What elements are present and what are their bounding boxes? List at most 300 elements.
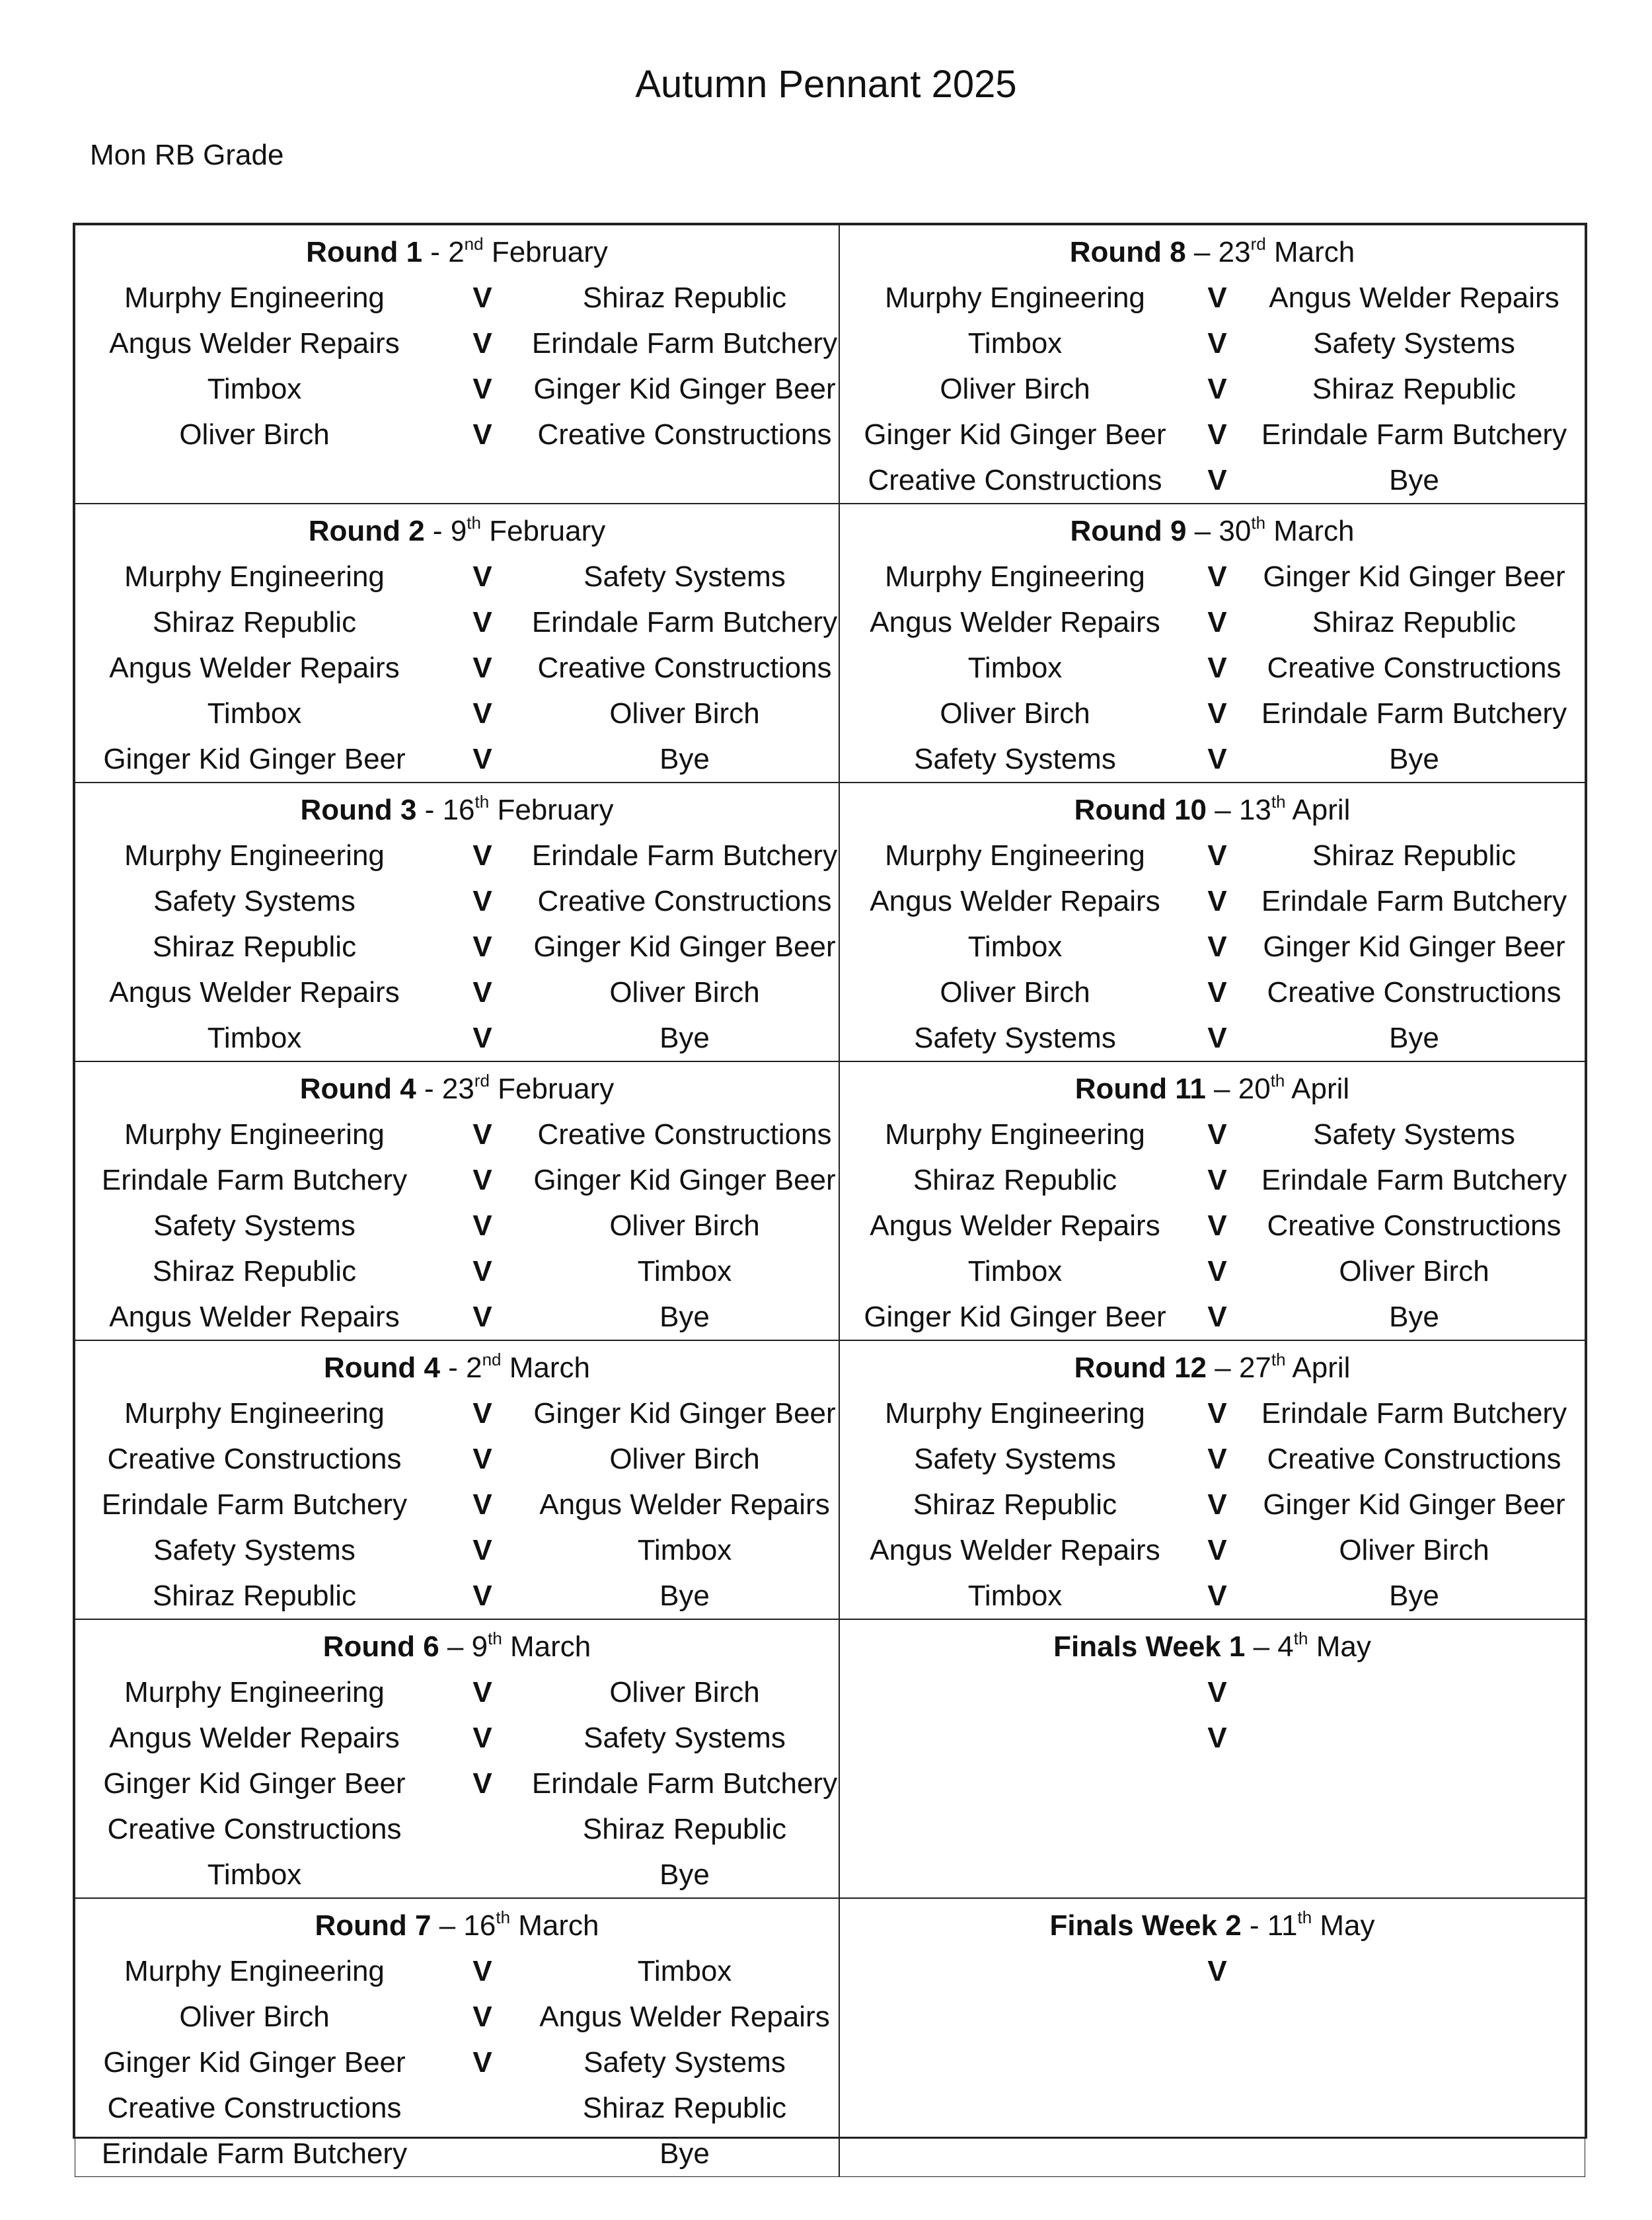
match-row: [840, 833, 1585, 878]
round-separator: –: [1245, 1630, 1278, 1663]
fixture-table: [73, 223, 1587, 2170]
versus-marker: V: [1207, 1954, 1227, 1987]
round-day: 13: [1238, 794, 1271, 826]
round-cell: [839, 783, 1585, 1061]
versus-marker: V: [472, 560, 492, 593]
away-team: Ginger Kid Ginger Beer: [533, 930, 836, 963]
home-team: Murphy Engineering: [885, 1397, 1145, 1430]
home-team: Oliver Birch: [179, 418, 330, 451]
round-day-suffix: th: [1251, 513, 1266, 533]
match-row: [840, 878, 1585, 924]
home-team: Angus Welder Repairs: [870, 1209, 1160, 1242]
round-header: [75, 508, 839, 554]
match-row: [840, 924, 1585, 970]
match-row: [840, 554, 1585, 599]
match-row: [75, 1436, 839, 1482]
match-row: [840, 736, 1585, 782]
round-separator: –: [1185, 236, 1219, 268]
away-team: Timbox: [637, 1954, 732, 1987]
round-day-suffix: th: [488, 1628, 502, 1648]
away-team: Oliver Birch: [609, 1209, 760, 1242]
round-header: [75, 1624, 839, 1669]
match-row: [75, 2131, 839, 2176]
home-team: Creative Constructions: [107, 2091, 402, 2124]
versus-marker: V: [1207, 1488, 1227, 1521]
away-team: Safety Systems: [1313, 326, 1515, 360]
versus-marker: V: [472, 1300, 492, 1333]
home-team: Murphy Engineering: [124, 1954, 385, 1987]
match-row: [840, 1157, 1585, 1203]
round-header: [840, 1903, 1585, 1948]
match-row: [75, 1203, 839, 1248]
round-month: February: [489, 794, 614, 826]
match-row: [75, 1573, 839, 1619]
home-team: Angus Welder Repairs: [109, 1721, 400, 1754]
home-team: Creative Constructions: [868, 463, 1162, 496]
round-label: Round 11: [1074, 1073, 1206, 1105]
away-team: Bye: [659, 1858, 710, 1891]
match-row: [75, 366, 839, 412]
home-team: Safety Systems: [914, 1442, 1116, 1475]
match-row: [75, 599, 839, 645]
versus-marker: V: [1207, 281, 1227, 314]
match-row: [75, 2040, 839, 2085]
round-separator: -: [439, 1352, 467, 1384]
match-row: [75, 2085, 839, 2131]
home-team: Angus Welder Repairs: [109, 326, 400, 360]
away-team: Ginger Kid Ginger Beer: [1263, 930, 1565, 963]
match-row: [75, 691, 839, 736]
round-cell: [839, 225, 1585, 504]
round-header: [75, 787, 839, 833]
home-team: Timbox: [207, 697, 302, 730]
versus-marker: V: [1207, 697, 1227, 730]
match-row: [75, 1715, 839, 1761]
versus-marker: V: [472, 1488, 492, 1521]
away-team: Angus Welder Repairs: [539, 1488, 830, 1521]
round-month: February: [483, 236, 608, 268]
home-team: Murphy Engineering: [124, 839, 385, 872]
home-team: Shiraz Republic: [913, 1488, 1117, 1521]
round-label: Round 2: [308, 515, 425, 547]
round-label: Round 4: [299, 1073, 416, 1105]
away-team: Oliver Birch: [609, 1675, 760, 1708]
home-team: Creative Constructions: [107, 1442, 402, 1475]
home-team: Ginger Kid Ginger Beer: [103, 742, 406, 775]
versus-marker: V: [1207, 1675, 1227, 1708]
versus-marker: V: [472, 372, 492, 405]
match-row: [75, 1248, 839, 1294]
away-team: Oliver Birch: [1339, 1533, 1489, 1566]
round-month: March: [501, 1352, 590, 1384]
home-team: Angus Welder Repairs: [870, 1533, 1160, 1566]
versus-marker: V: [472, 418, 492, 451]
home-team: Safety Systems: [914, 742, 1116, 775]
versus-marker: V: [1207, 418, 1227, 451]
match-row: [840, 457, 1585, 503]
versus-marker: V: [472, 1209, 492, 1242]
round-separator: –: [1186, 515, 1219, 547]
away-team: Safety Systems: [1313, 1118, 1515, 1151]
home-team: Shiraz Republic: [152, 930, 357, 963]
round-day: 2: [466, 1352, 482, 1384]
versus-marker: V: [472, 884, 492, 917]
away-team: Shiraz Republic: [1312, 372, 1517, 405]
home-team: Timbox: [207, 1858, 302, 1891]
home-team: Murphy Engineering: [124, 1675, 385, 1708]
round-month: March: [1265, 515, 1355, 547]
away-team: Bye: [659, 742, 710, 775]
away-team: Erindale Farm Butchery: [531, 1767, 838, 1800]
home-team: Timbox: [207, 372, 302, 405]
round-separator: -: [424, 515, 451, 547]
home-team: Shiraz Republic: [152, 1254, 357, 1287]
round-day: 30: [1219, 515, 1252, 547]
match-row: [840, 275, 1585, 321]
versus-marker: V: [1207, 1579, 1227, 1612]
versus-marker: V: [1207, 976, 1227, 1009]
home-team: Murphy Engineering: [885, 1118, 1145, 1151]
match-row: [75, 554, 839, 599]
away-team: Oliver Birch: [609, 1442, 760, 1475]
match-row: [75, 1294, 839, 1340]
grade-label: Mon RB Grade: [90, 139, 284, 171]
match-row: [75, 1761, 839, 1806]
round-day: 27: [1238, 1352, 1271, 1384]
away-team: Bye: [659, 2137, 710, 2170]
home-team: Ginger Kid Ginger Beer: [103, 1767, 406, 1800]
round-header: [840, 508, 1585, 554]
versus-marker: V: [1207, 1021, 1227, 1054]
versus-marker: V: [472, 1954, 492, 1987]
home-team: Murphy Engineering: [885, 281, 1145, 314]
versus-marker: V: [1207, 1300, 1227, 1333]
round-month: February: [480, 515, 606, 547]
versus-marker: V: [472, 605, 492, 638]
away-team: Bye: [659, 1579, 710, 1612]
round-label: Finals Week 2: [1049, 1909, 1242, 1942]
match-row: [75, 1806, 839, 1852]
round-separator: –: [439, 1630, 472, 1663]
away-team: Ginger Kid Ginger Beer: [1263, 1488, 1565, 1521]
match-row: [840, 1391, 1585, 1436]
round-day-suffix: th: [474, 792, 490, 812]
round-day-suffix: th: [1271, 1350, 1286, 1369]
away-team: Creative Constructions: [537, 418, 832, 451]
away-team: Safety Systems: [583, 2046, 786, 2079]
away-team: Erindale Farm Butchery: [1261, 884, 1567, 917]
away-team: Shiraz Republic: [1312, 605, 1517, 638]
round-separator: –: [1207, 794, 1239, 826]
versus-marker: V: [472, 2046, 492, 2079]
away-team: Shiraz Republic: [582, 2091, 787, 2124]
match-row: [75, 412, 839, 457]
versus-marker: V: [472, 281, 492, 314]
versus-marker: V: [1207, 372, 1227, 405]
match-row: [840, 1294, 1585, 1340]
round-day: 23: [441, 1073, 474, 1105]
round-cell: [75, 783, 839, 1061]
match-row: [840, 970, 1585, 1015]
round-header: [840, 1624, 1585, 1669]
away-team: Erindale Farm Butchery: [531, 605, 838, 638]
round-month: March: [1265, 236, 1355, 268]
round-day-suffix: th: [467, 513, 481, 533]
versus-marker: V: [1207, 463, 1227, 496]
home-team: Erindale Farm Butchery: [101, 1163, 408, 1196]
away-team: Angus Welder Repairs: [1269, 281, 1559, 314]
versus-marker: V: [472, 1767, 492, 1800]
round-separator: -: [416, 794, 443, 826]
versus-marker: V: [1207, 651, 1227, 684]
home-team: Murphy Engineering: [885, 560, 1145, 593]
home-team: Murphy Engineering: [124, 281, 385, 314]
match-row: [840, 366, 1585, 412]
round-label: Round 1: [306, 236, 423, 268]
match-row: [840, 1203, 1585, 1248]
round-day-suffix: nd: [464, 234, 484, 254]
away-team: Erindale Farm Butchery: [1261, 418, 1567, 451]
home-team: Ginger Kid Ginger Beer: [864, 418, 1166, 451]
home-team: Murphy Engineering: [124, 1397, 385, 1430]
round-day: 11: [1267, 1909, 1298, 1942]
away-team: Bye: [659, 1300, 710, 1333]
round-label: Round 10: [1074, 794, 1207, 826]
match-row: [840, 321, 1585, 366]
match-row: [840, 1482, 1585, 1527]
home-team: Timbox: [967, 1579, 1063, 1612]
away-team: Oliver Birch: [1339, 1254, 1489, 1287]
away-team: Bye: [1389, 463, 1439, 496]
versus-marker: V: [1207, 1533, 1227, 1566]
home-team: Murphy Engineering: [124, 560, 385, 593]
round-separator: –: [431, 1909, 464, 1942]
home-team: Murphy Engineering: [124, 1118, 385, 1151]
home-team: Timbox: [967, 651, 1063, 684]
round-label: Round 3: [300, 794, 417, 826]
round-header: [840, 1066, 1585, 1112]
home-team: Angus Welder Repairs: [109, 976, 400, 1009]
away-team: Bye: [1389, 1021, 1439, 1054]
away-team: Creative Constructions: [537, 651, 832, 684]
away-team: Shiraz Republic: [582, 281, 787, 314]
away-team: Erindale Farm Butchery: [1261, 697, 1567, 730]
away-team: Bye: [1389, 742, 1439, 775]
round-month: February: [489, 1073, 615, 1105]
away-team: Creative Constructions: [1267, 1442, 1561, 1475]
round-label: Round 7: [315, 1909, 432, 1942]
match-row: [75, 1157, 839, 1203]
round-label: Finals Week 1: [1053, 1630, 1246, 1663]
round-cell: [839, 504, 1585, 783]
match-row: [75, 1482, 839, 1527]
round-label: Round 12: [1074, 1352, 1207, 1384]
round-header: [75, 1066, 839, 1112]
versus-marker: V: [472, 1021, 492, 1054]
round-header: [75, 1345, 839, 1391]
home-team: Timbox: [207, 1021, 302, 1054]
round-separator: -: [416, 1073, 442, 1105]
away-team: Creative Constructions: [537, 884, 832, 917]
match-row: [75, 275, 839, 321]
away-team: Oliver Birch: [609, 976, 760, 1009]
home-team: Shiraz Republic: [152, 605, 357, 638]
versus-marker: V: [1207, 930, 1227, 963]
versus-marker: V: [472, 1254, 492, 1287]
round-month: April: [1285, 1352, 1351, 1384]
match-row: [75, 878, 839, 924]
round-day: 9: [450, 515, 467, 547]
round-separator: -: [1241, 1909, 1267, 1942]
home-team: Timbox: [967, 1254, 1063, 1287]
versus-marker: V: [472, 2000, 492, 2033]
round-day: 16: [442, 794, 475, 826]
round-header: [75, 229, 839, 275]
round-label: Round 4: [324, 1352, 440, 1384]
round-day-suffix: th: [1270, 1071, 1285, 1091]
away-team: Angus Welder Repairs: [539, 2000, 830, 2033]
round-label: Round 9: [1070, 515, 1187, 547]
home-team: Oliver Birch: [940, 697, 1090, 730]
home-team: Erindale Farm Butchery: [101, 1488, 408, 1521]
versus-marker: V: [1207, 605, 1227, 638]
versus-marker: V: [1207, 1721, 1227, 1754]
versus-marker: V: [472, 651, 492, 684]
home-team: Ginger Kid Ginger Beer: [103, 2046, 406, 2079]
away-team: Erindale Farm Butchery: [1261, 1163, 1567, 1196]
match-row: [75, 321, 839, 366]
round-day-suffix: th: [1293, 1628, 1308, 1648]
versus-marker: V: [1207, 326, 1227, 360]
away-team: Erindale Farm Butchery: [1261, 1397, 1567, 1430]
match-row: [840, 1715, 1585, 1761]
round-day: 2: [448, 236, 465, 268]
round-month: March: [502, 1630, 591, 1663]
match-row: [75, 645, 839, 691]
match-row: [840, 1112, 1585, 1157]
versus-marker: V: [472, 1118, 492, 1151]
home-team: Angus Welder Repairs: [109, 651, 400, 684]
versus-marker: V: [472, 326, 492, 360]
round-cell: [75, 225, 839, 504]
round-month: May: [1312, 1909, 1375, 1942]
versus-marker: V: [1207, 560, 1227, 593]
versus-marker: V: [472, 976, 492, 1009]
away-team: Shiraz Republic: [1312, 839, 1517, 872]
home-team: Creative Constructions: [107, 1812, 402, 1845]
versus-marker: V: [1207, 1209, 1227, 1242]
home-team: Safety Systems: [153, 1209, 356, 1242]
versus-marker: V: [472, 1533, 492, 1566]
match-row: [75, 1852, 839, 1897]
home-team: Timbox: [967, 930, 1063, 963]
match-row: [840, 1436, 1585, 1482]
versus-marker: V: [1207, 1397, 1227, 1430]
match-row: [840, 645, 1585, 691]
home-team: Angus Welder Repairs: [870, 605, 1160, 638]
match-row: [75, 1112, 839, 1157]
away-team: Timbox: [637, 1533, 732, 1566]
home-team: Angus Welder Repairs: [870, 884, 1160, 917]
round-cell: [75, 1898, 839, 2177]
away-team: Oliver Birch: [609, 697, 760, 730]
home-team: Shiraz Republic: [152, 1579, 357, 1612]
home-team: Oliver Birch: [940, 372, 1090, 405]
versus-marker: V: [1207, 1118, 1227, 1151]
match-row: [75, 1948, 839, 1994]
versus-marker: V: [472, 1721, 492, 1754]
home-team: Safety Systems: [153, 1533, 356, 1566]
round-month: April: [1285, 794, 1351, 826]
round-separator: –: [1207, 1352, 1239, 1384]
round-day-suffix: th: [1297, 1907, 1312, 1927]
home-team: Safety Systems: [914, 1021, 1116, 1054]
round-separator: –: [1205, 1073, 1238, 1105]
versus-marker: V: [472, 1675, 492, 1708]
away-team: Erindale Farm Butchery: [531, 839, 838, 872]
away-team: Bye: [1389, 1579, 1439, 1612]
match-row: [840, 599, 1585, 645]
round-cell: [75, 504, 839, 783]
round-day: 9: [471, 1630, 488, 1663]
away-team: Ginger Kid Ginger Beer: [533, 1397, 836, 1430]
round-day: 4: [1277, 1630, 1294, 1663]
away-team: Safety Systems: [583, 560, 786, 593]
round-header: [75, 1903, 839, 1948]
round-cell: [839, 1619, 1585, 1898]
versus-marker: V: [1207, 884, 1227, 917]
versus-marker: V: [1207, 1442, 1227, 1475]
versus-marker: V: [1207, 742, 1227, 775]
match-row: [840, 1669, 1585, 1715]
away-team: Safety Systems: [583, 1721, 786, 1754]
round-day-suffix: th: [496, 1907, 511, 1927]
away-team: Creative Constructions: [1267, 976, 1561, 1009]
versus-marker: V: [1207, 1254, 1227, 1287]
round-cell: [75, 1340, 839, 1619]
round-cell: [75, 1619, 839, 1898]
match-row: [840, 412, 1585, 457]
versus-marker: V: [472, 839, 492, 872]
away-team: Bye: [659, 1021, 710, 1054]
home-team: Ginger Kid Ginger Beer: [864, 1300, 1166, 1333]
match-row: [75, 833, 839, 878]
round-day-suffix: rd: [474, 1071, 490, 1091]
round-day-suffix: th: [1271, 792, 1286, 812]
round-separator: -: [422, 236, 449, 268]
round-day: 23: [1218, 236, 1251, 268]
versus-marker: V: [472, 1163, 492, 1196]
match-row: [840, 1527, 1585, 1573]
round-cell: [839, 1898, 1585, 2177]
versus-marker: V: [472, 697, 492, 730]
match-row: [75, 1527, 839, 1573]
home-team: Oliver Birch: [940, 976, 1090, 1009]
round-day: 16: [463, 1909, 496, 1942]
match-row: [75, 1669, 839, 1715]
home-team: Shiraz Republic: [913, 1163, 1117, 1196]
versus-marker: V: [472, 1397, 492, 1430]
round-month: May: [1308, 1630, 1371, 1663]
round-label: Round 8: [1069, 236, 1186, 268]
round-day-suffix: nd: [482, 1350, 502, 1369]
match-row: [840, 1015, 1585, 1061]
match-row: [75, 1015, 839, 1061]
round-header: [840, 229, 1585, 275]
match-row: [75, 1994, 839, 2040]
home-team: Murphy Engineering: [885, 839, 1145, 872]
versus-marker: V: [1207, 1163, 1227, 1196]
